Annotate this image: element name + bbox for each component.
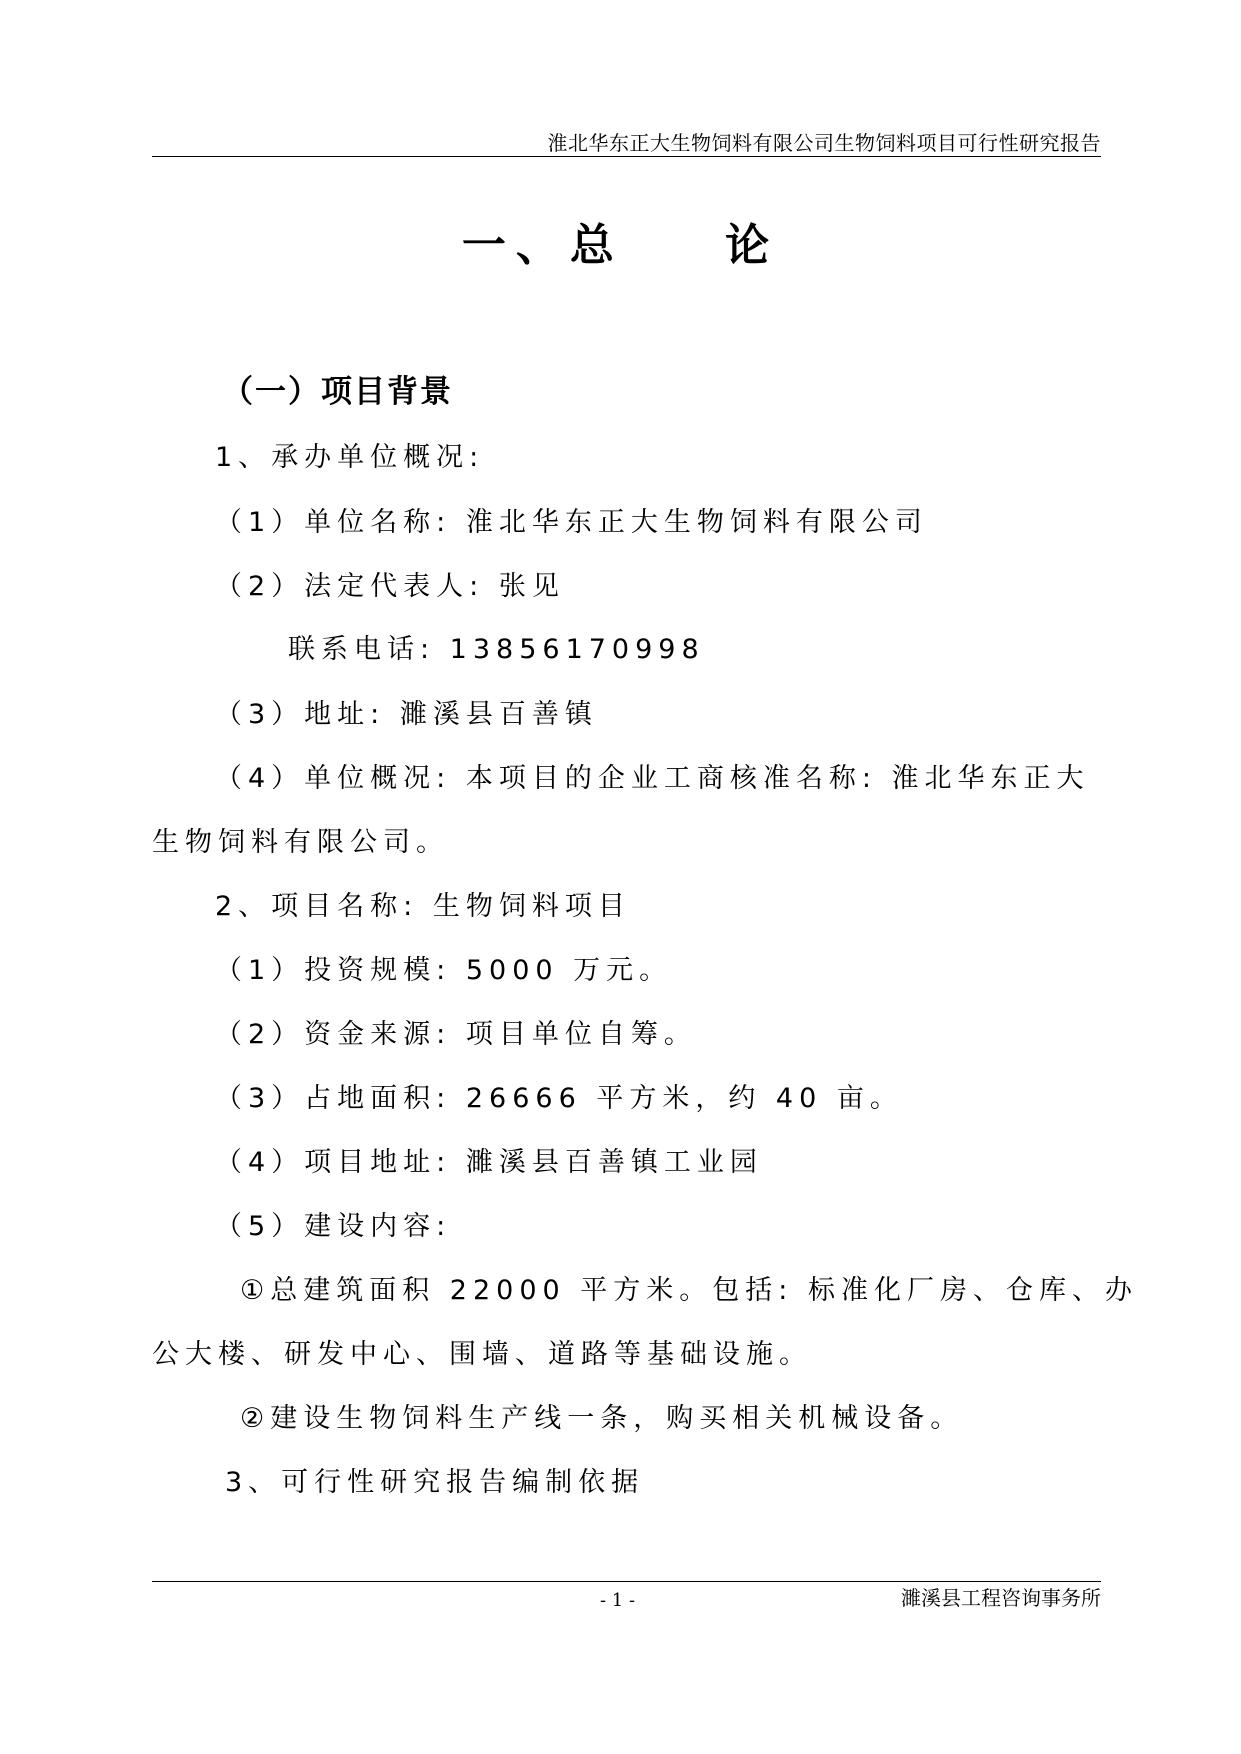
paragraph-line: （4）项目地址: 濉溪县百善镇工业园: [215, 1147, 763, 1178]
paragraph-line: 3、可行性研究报告编制依据: [225, 1467, 645, 1498]
paragraph-line: （2）法定代表人: 张见: [215, 571, 565, 602]
paragraph-line: 联系电话: 13856170998: [288, 634, 705, 665]
paragraph-line: （2）资金来源: 项目单位自筹。: [215, 1019, 697, 1050]
paragraph-line: ②建设生物饲料生产线一条，购买相关机械设备。: [240, 1403, 964, 1434]
running-header: 淮北华东正大生物饲料有限公司生物饲料项目可行性研究报告: [547, 131, 1101, 155]
section-heading: （一）项目背景: [222, 374, 453, 410]
paragraph-line: （1）投资规模: 5000 万元。: [215, 955, 673, 986]
chapter-title: 一、总 论: [461, 220, 780, 271]
footer-organization: 濉溪县工程咨询事务所: [901, 1586, 1101, 1610]
page-number: - 1 -: [600, 1590, 636, 1611]
paragraph-line: （3）地址: 濉溪县百善镇: [215, 699, 598, 730]
paragraph-line: 1、承办单位概况:: [215, 442, 485, 473]
paragraph-line: ①总建筑面积 22000 平方米。包括: 标准化厂房、仓库、办: [240, 1275, 1138, 1306]
paragraph-line: 公大楼、研发中心、围墙、道路等基础设施。: [152, 1339, 812, 1370]
footer-divider: [152, 1581, 1101, 1582]
paragraph-line: （4）单位概况: 本项目的企业工商核准名称: 淮北华东正大: [215, 763, 1090, 794]
paragraph-line: （3）占地面积: 26666 平方米，约 40 亩。: [215, 1083, 903, 1114]
paragraph-line: （1）单位名称: 淮北华东正大生物饲料有限公司: [215, 507, 928, 538]
paragraph-line: （5）建设内容:: [215, 1211, 452, 1242]
header-divider: [152, 156, 1101, 157]
paragraph-line: 生物饲料有限公司。: [152, 827, 449, 858]
paragraph-line: 2、项目名称: 生物饲料项目: [215, 891, 631, 922]
